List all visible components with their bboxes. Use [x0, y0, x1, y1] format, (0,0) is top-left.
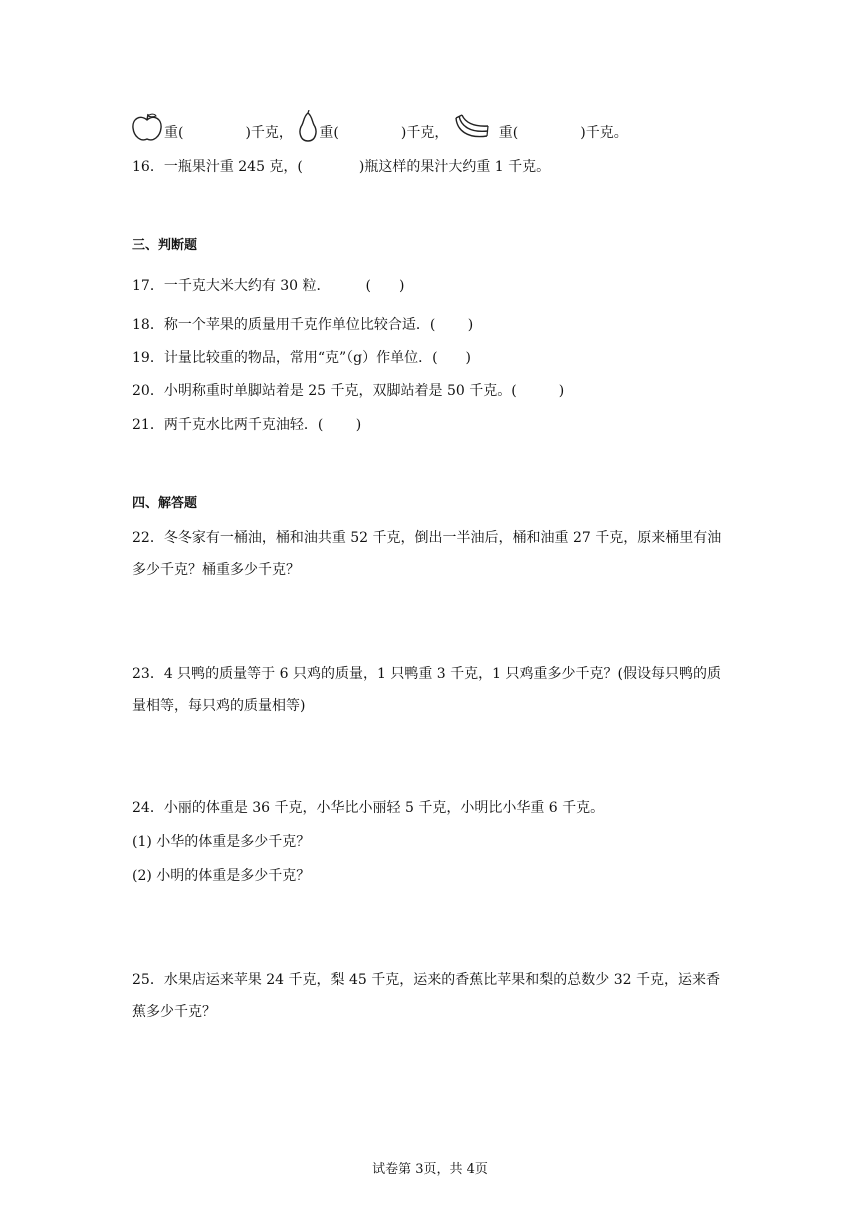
- question-21: 21．两千克水比两千克油轻．( ): [132, 417, 362, 433]
- page-footer: 试卷第 3页，共 4页: [372, 1162, 488, 1177]
- question-24-part-2: (2) 小明的体重是多少千克？: [132, 868, 311, 884]
- apple-icon: [130, 111, 164, 155]
- q15-text-4: )千克，: [400, 125, 449, 141]
- banana-icon: [453, 112, 491, 154]
- question-17: 17．一千克大米大约有 30 粒． ( ): [132, 278, 405, 294]
- question-24-part-1: (1) 小华的体重是多少千克？: [132, 834, 311, 850]
- q15-text-3: 重(: [319, 125, 339, 141]
- section-answer-heading: 四、解答题: [132, 496, 198, 511]
- section-judgement-heading: 三、判断题: [132, 238, 198, 253]
- pear-icon: [297, 110, 319, 156]
- q15-text-2: )千克，: [245, 125, 293, 141]
- question-19: 19．计量比较重的物品，常用“克”（g）作单位．( ): [132, 350, 472, 366]
- question-22: 22．冬冬家有一桶油，桶和油共重 52 千克，倒出一半油后，桶和油重 27 千克，原来桶里有油多少千克？桶重多少千克？: [132, 530, 722, 578]
- q15-text-6: )千克。: [580, 125, 628, 141]
- q15-text-5: 重(: [498, 125, 519, 141]
- question-24-stem: 24．小丽的体重是 36 千克，小华比小丽轻 5 千克，小明比小华重 6 千克。: [132, 800, 605, 816]
- question-23: 23．4 只鸭的质量等于 6 只鸡的质量，1 只鸭重 3 千克，1 只鸡重多少千克？(假设每只鸭的质量相等，每只鸡的质量相等): [132, 666, 721, 714]
- question-16: 16．一瓶果汁重 245 克，( )瓶这样的果汁大约重 1 千克。: [132, 159, 551, 175]
- q15-text-1: 重(: [164, 125, 184, 141]
- question-18: 18．称一个苹果的质量用千克作单位比较合适．( ): [132, 317, 474, 333]
- question-25: 25．水果店运来苹果 24 千克，梨 45 千克，运来的香蕉比苹果和梨的总数少 32 千克，运来香蕉多少千克？: [132, 972, 720, 1020]
- question-20: 20．小明称重时单脚站着是 25 千克，双脚站着是 50 千克。( ): [132, 383, 565, 399]
- q15-line: [130, 110, 628, 156]
